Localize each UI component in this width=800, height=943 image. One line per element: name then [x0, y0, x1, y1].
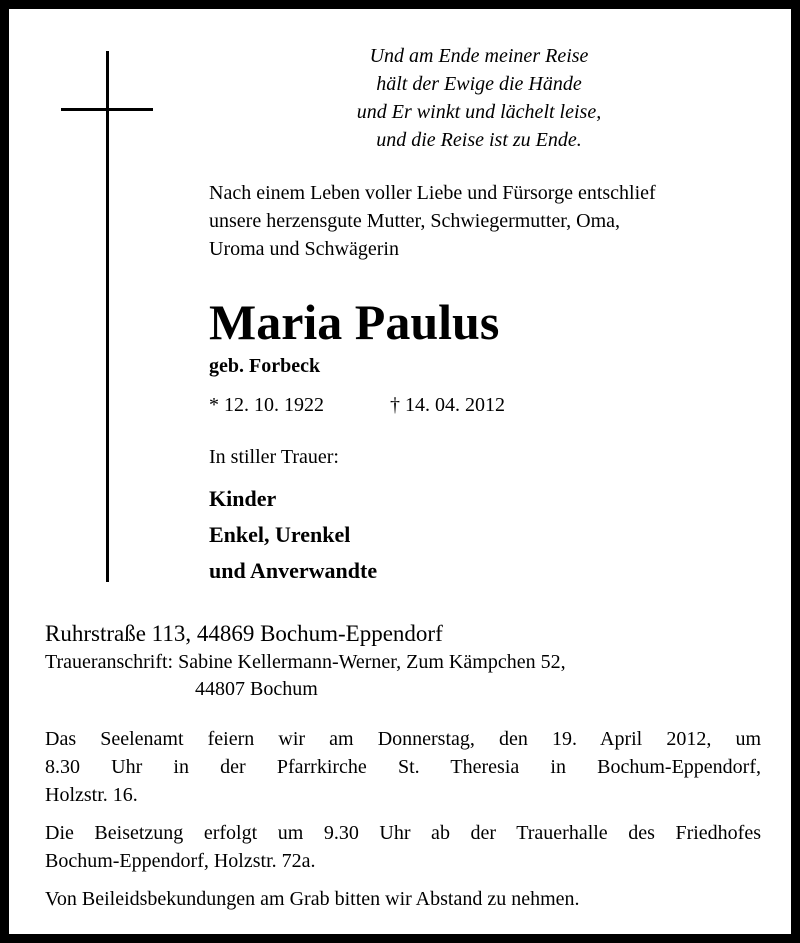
cross-horizontal-bar — [61, 108, 153, 111]
cross-vertical-bar — [106, 51, 109, 582]
maiden-name: geb. Forbeck — [209, 355, 321, 377]
paragraph-line: Das Seelenamt feiern wir am Donnerstag, den 19. April 2012, um — [45, 728, 761, 750]
requiem-paragraph — [45, 725, 761, 809]
mourning-address — [45, 649, 566, 703]
poem-line: und die Reise ist zu Ende. — [376, 129, 582, 151]
mourner-entry: Enkel, Urenkel — [209, 522, 351, 547]
paragraph-line: 8.30 Uhr in der Pfarrkirche St. Theresia in Bochum-Eppendorf, — [45, 756, 761, 778]
deceased-name: Maria Paulus — [209, 294, 500, 350]
home-address: Ruhrstraße 113, 44869 Bochum-Eppendorf — [45, 621, 443, 646]
mourner-entry: und Anverwandte — [209, 558, 378, 583]
intro-line: Nach einem Leben voller Liebe und Fürsorge entschlief — [209, 182, 656, 204]
condolence-paragraph — [45, 885, 761, 913]
intro-line: unsere herzensgute Mutter, Schwiegermutter, Oma, — [209, 210, 621, 232]
paragraph-line: Von Beileidsbekundungen am Grab bitten wir Abstand zu nehmen. — [45, 888, 580, 910]
poem-line: und Er winkt und lächelt leise, — [356, 101, 602, 123]
poem-line: Und am Ende meiner Reise — [369, 45, 589, 67]
intro-line: Uroma und Schwägerin — [209, 238, 399, 260]
paragraph-line: Die Beisetzung erfolgt um 9.30 Uhr ab der Trauerhalle des Friedhofes — [45, 822, 761, 844]
mourning-address-line: Traueranschrift: Sabine Kellermann-Werner, Zum Kämpchen 52, — [45, 651, 566, 673]
intro-text — [209, 179, 789, 263]
birth-date: * 12. 10. 1922 — [209, 394, 324, 416]
paragraph-line: Bochum-Eppendorf, Holzstr. 72a. — [45, 850, 316, 872]
poem — [259, 42, 699, 154]
poem-line: hält der Ewige die Hände — [376, 73, 582, 95]
paragraph-line: Holzstr. 16. — [45, 784, 138, 806]
burial-paragraph — [45, 819, 761, 875]
mourner-entry: Kinder — [209, 486, 277, 511]
death-date: † 14. 04. 2012 — [390, 394, 505, 416]
mourners-list — [209, 481, 377, 589]
mourning-address-line: 44807 Bochum — [195, 678, 318, 700]
mourning-heading: In stiller Trauer: — [209, 446, 339, 468]
